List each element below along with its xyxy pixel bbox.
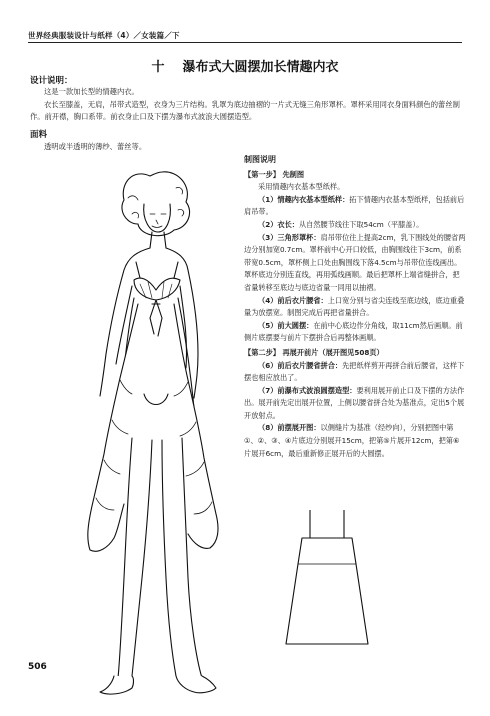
note-2 — [244, 219, 466, 232]
note-5 — [244, 320, 466, 345]
note-6 — [244, 360, 466, 385]
fabric-text: 透明或半透明的薄纱、蕾丝等。 — [44, 142, 147, 151]
fabric-heading: 面料 — [30, 130, 48, 140]
chapter-title — [0, 56, 490, 75]
page-number: 506 — [28, 662, 47, 672]
running-header: 世界经典服装设计与纸样（4）／女装篇／下 — [28, 31, 180, 40]
fabric-text-block — [30, 141, 460, 154]
notes-heading: 制图说明 — [244, 155, 276, 164]
design-heading: 设计说明： — [30, 76, 73, 86]
design-description — [30, 86, 460, 124]
garment-flat-sketch — [272, 504, 382, 664]
note-7-text: 要利用展开前止口及下摆的方法作出。展开前先定出展开位置，上侧以腰省拼合处为基准点，定出5个展开放射点。 — [244, 385, 465, 420]
step-2-heading: 【第二步】 再展开前片（展开图见508页） — [244, 347, 384, 357]
note-3 — [244, 232, 466, 295]
note-1-lead: （1）情趣内衣基本型纸样： — [258, 194, 350, 204]
note-6-lead: （6）前后衣片腰省拼合： — [258, 360, 343, 370]
note-1-text: 拓下情趣内衣基本型纸样，包括前后肩吊带。 — [244, 194, 465, 217]
note-8-text: 以侧缝片为基准（经纱向），分别把图中第①、②、③、④片底边分别展开15cm，把第⑤片展开12cm，把第⑥片展开6cm，最后重新修正展开后的大圆摆。 — [244, 423, 460, 458]
note-2-text: 从自然腰节线往下取54cm（平膝盖）。 — [298, 219, 424, 229]
note-7 — [244, 385, 466, 423]
notes-intro: 采用情趣内衣基本型纸样。 — [258, 182, 345, 192]
header-rule — [28, 42, 462, 43]
chapter-title-text: 瀑布式大圆摆加长情趣内衣 — [182, 60, 339, 75]
drafting-notes — [244, 154, 466, 460]
note-1 — [244, 194, 466, 219]
note-8 — [244, 422, 466, 460]
step-1-heading: 【第一步】 先制图 — [244, 169, 305, 179]
note-7-lead: （7）前瀑布式波浪圆摆造型： — [258, 385, 357, 395]
note-5-text: 在前中心底边作分角线，取11cm然后画顺。前侧片底摆要与前片下摆拼合后再整体画顺。 — [244, 320, 463, 343]
note-2-lead: （2）衣长： — [258, 219, 299, 229]
note-4-text: 上口宽分别与省尖连线至底边线，底边重叠量为放摆宽。制图完成后再把省量拼合。 — [244, 295, 465, 318]
note-3-lead: （3）三角形罩杯： — [258, 232, 321, 242]
note-8-lead: （8）前摆展开图： — [258, 423, 321, 433]
note-5-lead: （5）前大圆摆： — [258, 320, 314, 330]
note-4-lead: （4）前后衣片腰省： — [258, 295, 328, 305]
design-para-1: 这是一款加长型的情趣内衣。 — [44, 87, 139, 96]
chapter-number: 十 — [151, 60, 165, 75]
note-4 — [244, 295, 466, 320]
note-6-text: 先把纸样剪开再拼合前后腰省，这样下摆也相应放出了。 — [244, 360, 465, 383]
design-para-2: 衣长至膝盖，无肩，吊带式造型，衣身为三片结构。乳罩为底边抽褶的一片式无缝三角形罩杯。罩杯采用同衣身面料颜色的蕾丝制作。前开襟，胸口系带。前衣身止口及下摆为瀑布式波浪大圆摆造型。 — [30, 99, 460, 121]
note-3-text: 肩吊带位往上提高2cm，乳下围线处的腰省两边分别加宽0.7cm。罩杯前中心开口较低，由胸围线往下3cm，前系带宽0.5cm，罩杯侧上口处由胸围线下落4.5cm与吊带位连线画出。罩杯底边分别连直线，再用弧线画顺。最后把罩杯上端省缝拼合，把省量转移至底边与底边省量一同用以抽褶。 — [244, 232, 466, 292]
fashion-figure-illustration — [28, 158, 240, 698]
